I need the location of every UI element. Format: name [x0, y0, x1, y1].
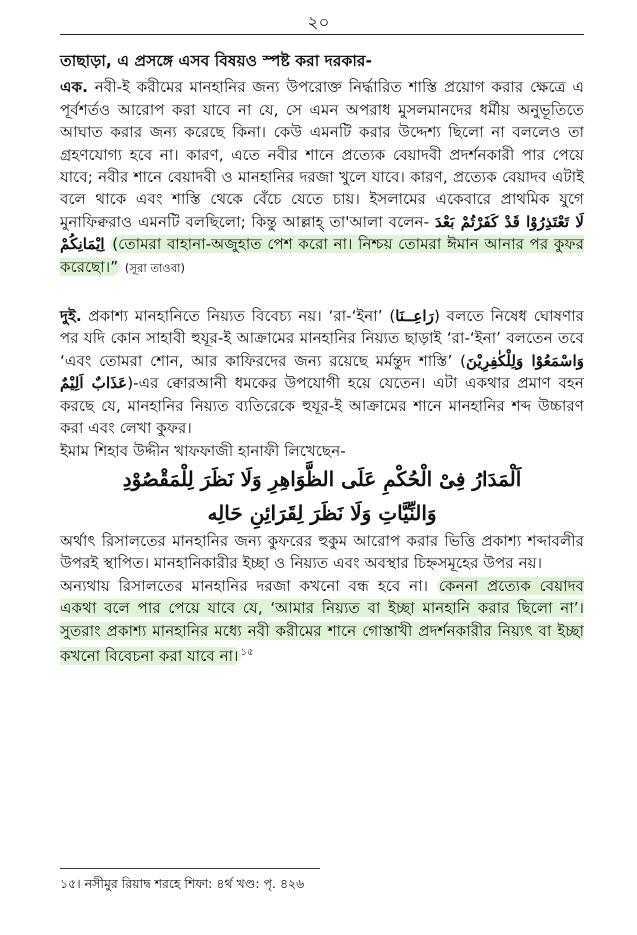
footnote: ১৫। নসীমুর রিয়াদ্ব শরহে শিফা: ৪র্থ খণ্ড: পৃ. ৪২৬ [60, 876, 305, 891]
arabic-quote-line-2: وَالنِّيَّاتِ وَلَا نَظَرَ لِقَرَائِنِ حَالِه [207, 500, 437, 525]
footnote-divider [60, 868, 320, 869]
header-divider [60, 34, 584, 35]
point-two-arabic-phrase: وَاسْمَعُوْا وَلِلْكٰفِرِيْنَ عَذَابٌ اَلِيْمٌ [60, 351, 584, 393]
point-two-paragraph [60, 305, 584, 439]
page-body [60, 50, 584, 667]
point-one-arabic-verse: لَا تَعْتَذِرُوْا قَدْ كَفَرْتُمْ بَعْدَ اِيْمَانِكُمْ [60, 212, 585, 254]
explanation-paragraph: অর্থাৎ রিসালতের মানহানির জন্য কুফরের হুকুম আরোপ করার ভিত্তি প্রকাশ্য শব্দাবলীর উপরই স্থাপিত। মানহানিকারীর ইচ্ছা ও নিয়্যত এবং অবস্থার চিহ্নসমূহের উপর নয়। [60, 531, 584, 573]
point-one-text: নবী-ই করীমের মানহানির জন্য উপরোক্ত নির্দ্ধারিত শাস্তি প্রয়োগ করার ক্ষেত্রে এ পূর্বশর্তও আরোপ করা যাবে না যে, সে এমন অপরাধ মুসলমানদের ধর্মীয় অনুভূতিতে আঘাত করার জন্য করেছে কিনা। কেউ এমনটি করার উদ্দেশ্য ছিলো না বললেও তা গ্রহণযোগ্য হবে না। কারণ, এতে নবীর শানে প্রত্যেক বেয়াদবী প্রদর্শনকারী পার পেয়ে যাবে; নবীর শানে বেয়াদবী ও মানহানির দরজা খুলে যাবে। কারণ, প্রত্যেক বেয়াদব এটাই বলে থাকে এবং শাস্তি থেকে বেঁচে যেতে চায়। ইসলামের একেবারে প্রাথমিক যুগে মুনাফিক্বরাও এমনটি বলছিলো; কিন্তু আল্লাহ্ তা'আলা বলেন- [60, 78, 585, 231]
imam-line: ইমাম শিহাব উদ্দীন খাফফাজী হানাফী লিখেছেন- [60, 441, 346, 460]
closing-paragraph [60, 575, 584, 668]
page-number: ২০ [307, 13, 330, 33]
point-one-highlight: (তোমরা বাহানা-অজুহাত পেশ করো না। নিশ্চয় তোমরা ঈমান আনার পর কুফর করেছো।” [60, 235, 585, 276]
point-two-arabic-word: رَاعِــنَا [395, 307, 434, 326]
closing-highlight: কেননা প্রত্যেক বেয়াদব একথা বলে পার পেয়ে যাবে যে, ‘আমার নিয়্যত বা ইচ্ছা মানহানি করার ছিলো না’। সুতরাং প্রকাশ্য মানহানির মধ্যে নবী করীমের শানে গোস্তাখী প্রদর্শনকারীর নিয়্যৎ বা ইচ্ছা কখনো বিবেচনা করা যাবে না। [60, 576, 585, 665]
point-two-text-a: প্রকাশ্য মানহানিতে নিয়্যত বিবেচ্য নয়। ‘রা-‘ইনা’ ( [88, 307, 396, 326]
point-one-label: এক. [60, 78, 88, 97]
section-heading: তাছাড়া, এ প্রসঙ্গে এসব বিষয়ও স্পষ্ট করা দরকার- [60, 52, 372, 70]
point-two-label: দুই. [60, 307, 82, 326]
point-two-text-c: )-এর ক্বোরআনী ধমকের উপযোগী হয়ে যেতেন। এটা একথার প্রমাণ বহন করছে যে, মানহানির নিয়্যত ব্যতিরেকে হুযূর-ই আক্রামের শানে মানহানির শব্দ উচ্চারণ করা এবং লেখা কুফর। [60, 374, 584, 438]
spacer [60, 279, 584, 305]
arabic-quote-line-1: اَلْمَدَارُ فِىْ الْحُكْمِ عَلَى الظَّوَاهِرِ وَلَا نَظَرَ لِلْمَقْصُوْدِ [122, 466, 522, 491]
point-one-source: (সূরা তাওবা) [124, 260, 185, 275]
point-two-text-b: ) বলতে নিষেধ ঘোষণার পর যদি কোন সাহাবী হুযূর-ই আক্রামের মানহানির নিয়্যত ছাড়াই ‘রা-‘ইনা’ বলতেন তবে ‘এবং তোমরা শোন, আর কাফিরদের জন্য রয়েছে মর্মন্তুদ শাস্তি’ ( [60, 307, 585, 370]
point-one-paragraph [60, 76, 584, 279]
closing-text: অন্যথায় রিসালতের মানহানির দরজা কখনো বন্ধ হবে না। [60, 576, 429, 595]
footnote-reference[interactable]: ১৫ [240, 646, 254, 658]
